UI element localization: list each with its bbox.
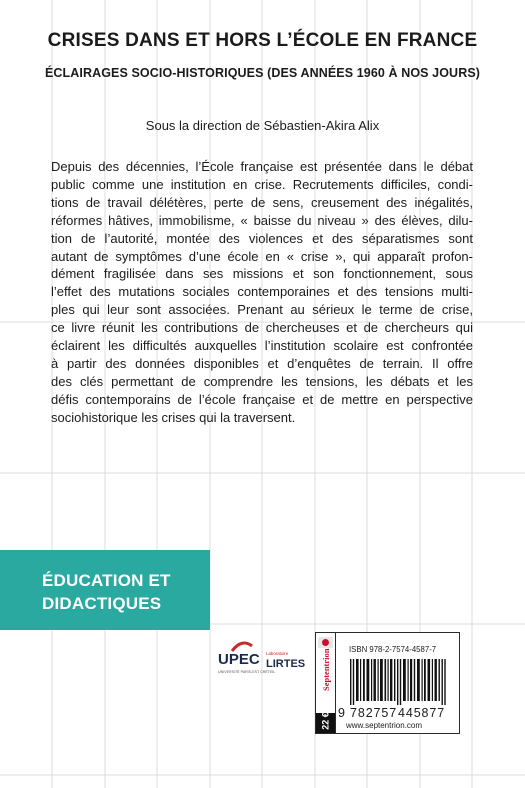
- lirtes-prefix: Laboratoire: [266, 651, 289, 656]
- logo-dot-icon: [322, 639, 329, 646]
- isbn-label: ISBN 978-2-7574-4587-7: [349, 645, 437, 654]
- summary-line: Depuis des décennies, l’École française est présentée dans le débat: [51, 159, 473, 174]
- barcode-icon: [344, 659, 454, 705]
- publisher-box: [315, 632, 460, 734]
- barcode-digits-left: 782757: [350, 706, 398, 720]
- book-subtitle: ÉCLAIRAGES SOCIO-HISTORIQUES (DES ANNÉES 1960 À NOS JOURS): [44, 66, 481, 80]
- barcode-digits-right: 445877: [398, 706, 446, 720]
- summary-line: ples qui leur sont associées. Prenant au sérieux le terme de crise,: [51, 302, 473, 318]
- editor-credit: Sous la direction de Sébastien-Akira Alix: [145, 118, 380, 133]
- summary-line: dément fragilisée dans ses missions et son fonctionnement, sous: [51, 266, 473, 282]
- summary-line: réformes hâtives, immobilisme, « baisse du niveau » des élèves, dilu-: [51, 212, 473, 228]
- price-label: 22 €: [320, 712, 331, 730]
- price-tag: [316, 713, 335, 733]
- partner-logos: [218, 640, 314, 682]
- summary-line: l’effet des mutations sociales contemporaines et des tensions multi-: [51, 284, 473, 300]
- upec-logo: UPEC: [218, 651, 260, 668]
- publisher-name: Septentrion: [321, 648, 331, 691]
- summary-line: autant de symptômes d’une école en « crise », qui apparaît profon-: [51, 248, 473, 264]
- summary-line: à partir des données disponibles et d’enquêtes de terrain. Il offre: [51, 355, 473, 371]
- book-title: CRISES DANS ET HORS L’ÉCOLE EN FRANCE: [47, 30, 478, 51]
- lirtes-logo: LIRTES: [266, 658, 306, 670]
- collection-band: [0, 550, 210, 630]
- collection-name-line1: ÉDUCATION ET: [42, 571, 171, 590]
- collection-name-line2: DIDACTIQUES: [42, 594, 162, 613]
- summary-line: défis contemporains de l’école française et de mettre en perspective: [51, 391, 473, 407]
- summary-line: public comme une institution en crise. Recrutements difficiles, condi-: [51, 176, 473, 192]
- publisher-website: www.septentrion.com: [346, 721, 423, 730]
- summary-line: des clés permettant de comprendre les tensions, les débats et les: [51, 373, 473, 389]
- septentrion-logo-icon: [318, 637, 333, 648]
- summary-line: tion de l’autorité, montée des violences et des séparatismes sont: [51, 230, 473, 246]
- barcode-digit-prefix: 9: [338, 706, 345, 720]
- publisher-spine: [316, 633, 336, 733]
- upec-tagline: UNIVERSITÉ PARIS-EST CRÉTEIL: [218, 670, 276, 674]
- book-summary: [51, 158, 473, 427]
- summary-line: tions de travail délétères, perte de sens, creusement des inégalités,: [51, 194, 473, 210]
- summary-line: éclairent les difficultés auxquelles l’institution scolaire est confrontée: [51, 338, 473, 354]
- summary-line: ce livre réunit les contributions de chercheuses et de chercheurs qui: [51, 320, 473, 336]
- summary-line: sociohistorique les crises qui la traversent.: [51, 409, 296, 425]
